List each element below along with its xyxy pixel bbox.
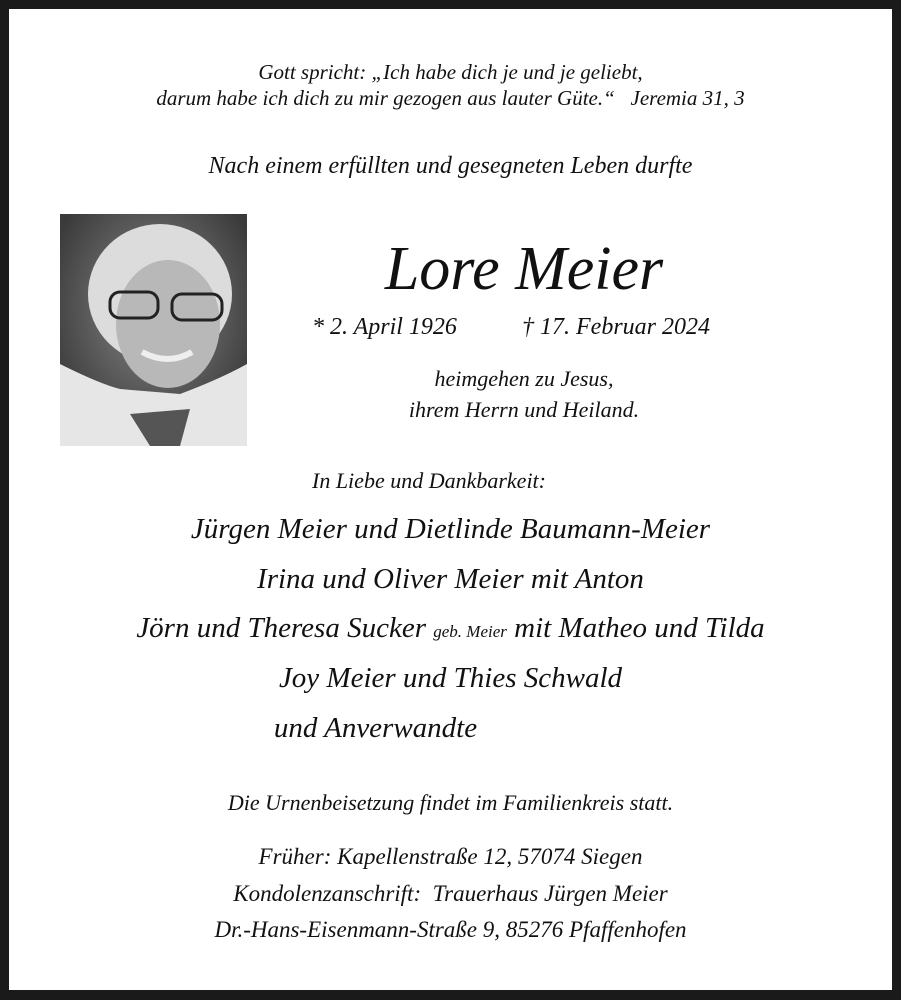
dedication: In Liebe und Dankbarkeit: (312, 468, 546, 493)
passing-line-2: ihrem Herrn und Heiland. (408, 397, 640, 422)
portrait-photo (60, 214, 247, 446)
address-street: Dr.-Hans-Eisenmann-Straße 9, 85276 Pfaffenhofen (214, 917, 687, 942)
burial-info: Die Urnenbeisetzung findet im Familienkreis statt. (227, 790, 674, 815)
mourner-line: Joy Meier und Thies Schwald (278, 662, 623, 694)
mourner-line (0, 712, 901, 745)
birth-date: * 2. April 1926 (312, 314, 457, 340)
deceased-name: Lore Meier (384, 235, 664, 303)
relatives: und Anverwandte (273, 712, 478, 744)
address-condolence: Kondolenzanschrift: Trauerhaus Jürgen Meier (233, 881, 668, 906)
verse-line-1: Gott spricht: „Ich habe dich je und je geliebt, (258, 60, 643, 84)
mourner-children: mit Matheo und Tilda (506, 612, 765, 644)
mourner-line: Irina und Oliver Meier mit Anton (257, 563, 644, 595)
maiden-name: geb. Meier (433, 622, 507, 641)
verse-line-2: darum habe ich dich zu mir gezogen aus lauter Güte.“ Jeremia 31, 3 (156, 86, 745, 110)
mourner-line (0, 612, 901, 645)
address-former: Früher: Kapellenstraße 12, 57074 Siegen (258, 844, 643, 869)
mourner-line: Jürgen Meier und Dietlinde Baumann-Meier (190, 513, 711, 545)
intro-text: Nach einem erfüllten und gesegneten Leben durfte (208, 153, 693, 179)
mourner-name: Jörn und Theresa Sucker (136, 612, 434, 644)
death-date: † 17. Februar 2024 (522, 314, 710, 340)
passing-line-1: heimgehen zu Jesus, (434, 366, 614, 391)
